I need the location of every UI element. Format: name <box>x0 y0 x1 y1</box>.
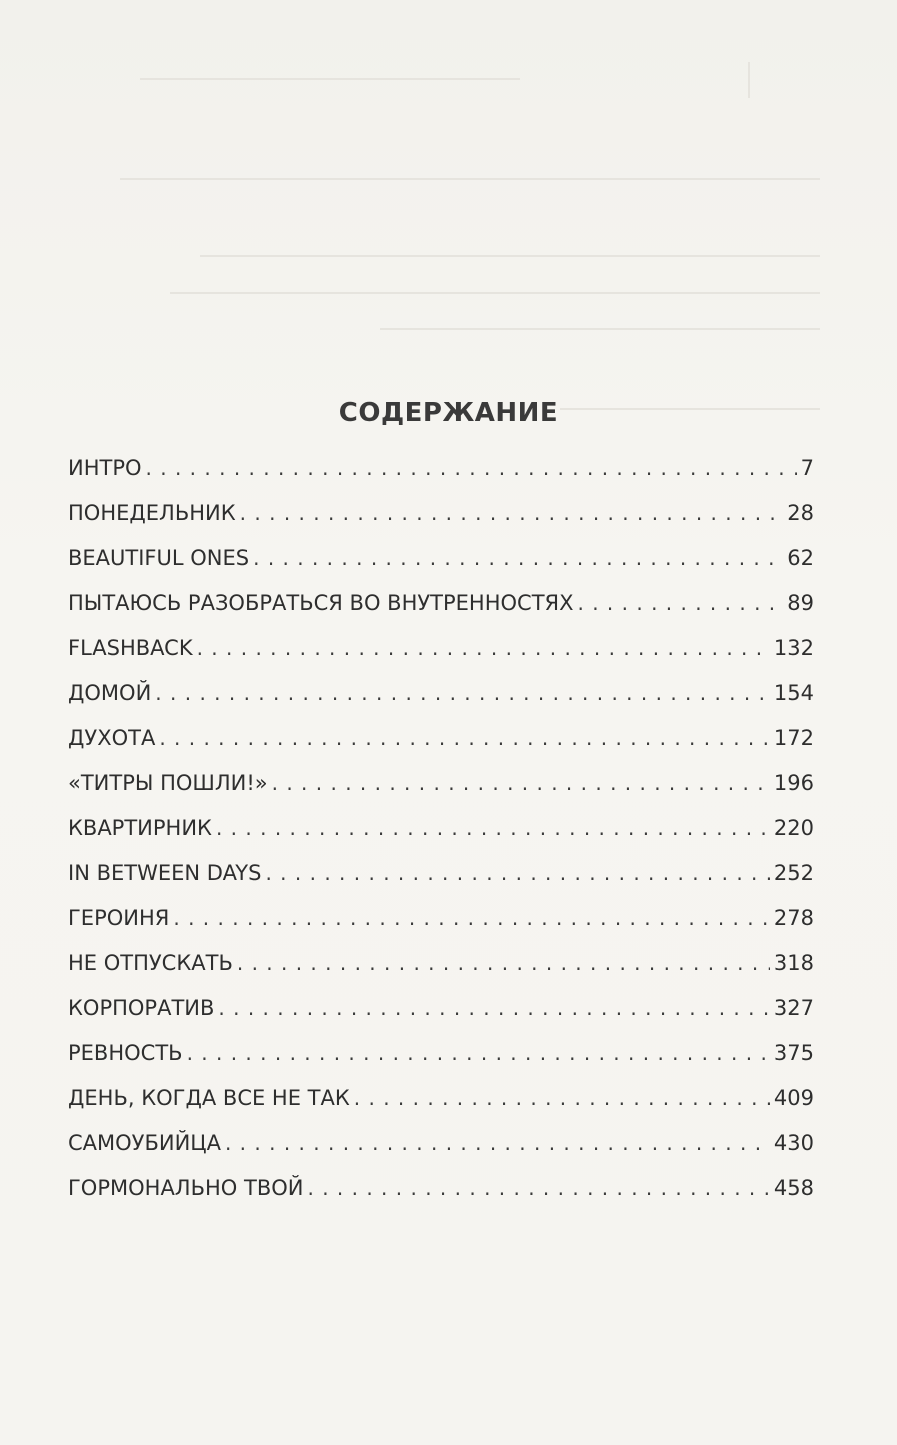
toc-entry-page: 252 <box>773 861 814 885</box>
toc-dot-leader <box>272 771 770 795</box>
toc-entry <box>68 906 814 951</box>
toc-entry-label: КВАРТИРНИК <box>68 816 212 840</box>
toc-entry-label: ДЕНЬ, КОГДА ВСЕ НЕ ТАК <box>68 1086 350 1110</box>
toc-entry <box>68 456 814 501</box>
toc-entry-page: 89 <box>787 591 814 615</box>
toc-entry <box>68 591 814 636</box>
toc-dot-leader <box>237 951 770 975</box>
toc-entry-label: ДОМОЙ <box>68 681 152 705</box>
toc-entry-page: 132 <box>773 636 814 660</box>
toc-entry-label: ПЫТАЮСЬ РАЗОБРАТЬСЯ ВО ВНУТРЕННОСТЯХ <box>68 591 574 615</box>
toc-dot-leader <box>225 1131 770 1155</box>
toc-dot-leader <box>216 816 770 840</box>
show-through-line <box>170 292 820 294</box>
toc-entry-page: 458 <box>773 1176 814 1200</box>
toc-entry-page: 327 <box>773 996 814 1020</box>
toc-entry-page: 409 <box>773 1086 814 1110</box>
toc-entry-page: 278 <box>773 906 814 930</box>
toc-entry-page: 28 <box>787 501 814 525</box>
toc-entry <box>68 1086 814 1131</box>
toc-dot-leader <box>265 861 769 885</box>
toc-dot-leader <box>173 906 770 930</box>
toc-dot-leader <box>253 546 783 570</box>
toc-dot-leader <box>354 1086 770 1110</box>
toc-entry <box>68 996 814 1041</box>
show-through-line <box>380 328 820 330</box>
show-through-line <box>120 178 820 180</box>
toc-entry <box>68 771 814 816</box>
toc-entry-label: САМОУБИЙЦА <box>68 1131 221 1155</box>
toc-entry-page: 318 <box>773 951 814 975</box>
toc-entry-page: 375 <box>773 1041 814 1065</box>
toc-dot-leader <box>155 681 770 705</box>
show-through-line <box>140 78 520 80</box>
toc-entry-label: FLASHBACK <box>68 636 193 660</box>
toc-entry <box>68 861 814 906</box>
toc-entry-page: 62 <box>787 546 814 570</box>
toc-entry-page: 430 <box>773 1131 814 1155</box>
toc-dot-leader <box>307 1176 769 1200</box>
toc-entry-label: НЕ ОТПУСКАТЬ <box>68 951 233 975</box>
toc-entry-page: 154 <box>773 681 814 705</box>
toc-dot-leader <box>197 636 770 660</box>
toc-entry-label: BEAUTIFUL ONES <box>68 546 250 570</box>
table-of-contents <box>68 456 814 1221</box>
toc-entry-page: 172 <box>773 726 814 750</box>
toc-entry <box>68 951 814 996</box>
show-through-line <box>748 62 750 98</box>
toc-entry <box>68 816 814 861</box>
toc-dot-leader <box>578 591 784 615</box>
toc-entry <box>68 546 814 591</box>
toc-entry <box>68 1176 814 1221</box>
toc-entry-label: ГЕРОИНЯ <box>68 906 170 930</box>
toc-entry <box>68 501 814 546</box>
toc-entry-label: РЕВНОСТЬ <box>68 1041 183 1065</box>
toc-dot-leader <box>218 996 770 1020</box>
toc-entry-page: 7 <box>800 456 814 480</box>
toc-entry-label: ГОРМОНАЛЬНО ТВОЙ <box>68 1176 304 1200</box>
toc-entry-label: КОРПОРАТИВ <box>68 996 215 1020</box>
page-title: СОДЕРЖАНИЕ <box>338 398 559 429</box>
toc-dot-leader <box>159 726 770 750</box>
toc-entry-label: IN BETWEEN DAYS <box>68 861 262 885</box>
toc-entry-label: «ТИТРЫ ПОШЛИ!» <box>68 771 268 795</box>
toc-dot-leader <box>187 1041 770 1065</box>
toc-entry-label: ДУХОТА <box>68 726 156 750</box>
toc-entry <box>68 1131 814 1176</box>
toc-entry-label: ИНТРО <box>68 456 142 480</box>
toc-dot-leader <box>146 456 797 480</box>
toc-entry <box>68 726 814 771</box>
toc-entry <box>68 681 814 726</box>
toc-entry-page: 196 <box>773 771 814 795</box>
toc-entry <box>68 1041 814 1086</box>
show-through-line <box>200 255 820 257</box>
toc-entry-page: 220 <box>773 816 814 840</box>
toc-entry <box>68 636 814 681</box>
toc-dot-leader <box>240 501 784 525</box>
toc-entry-label: ПОНЕДЕЛЬНИК <box>68 501 236 525</box>
